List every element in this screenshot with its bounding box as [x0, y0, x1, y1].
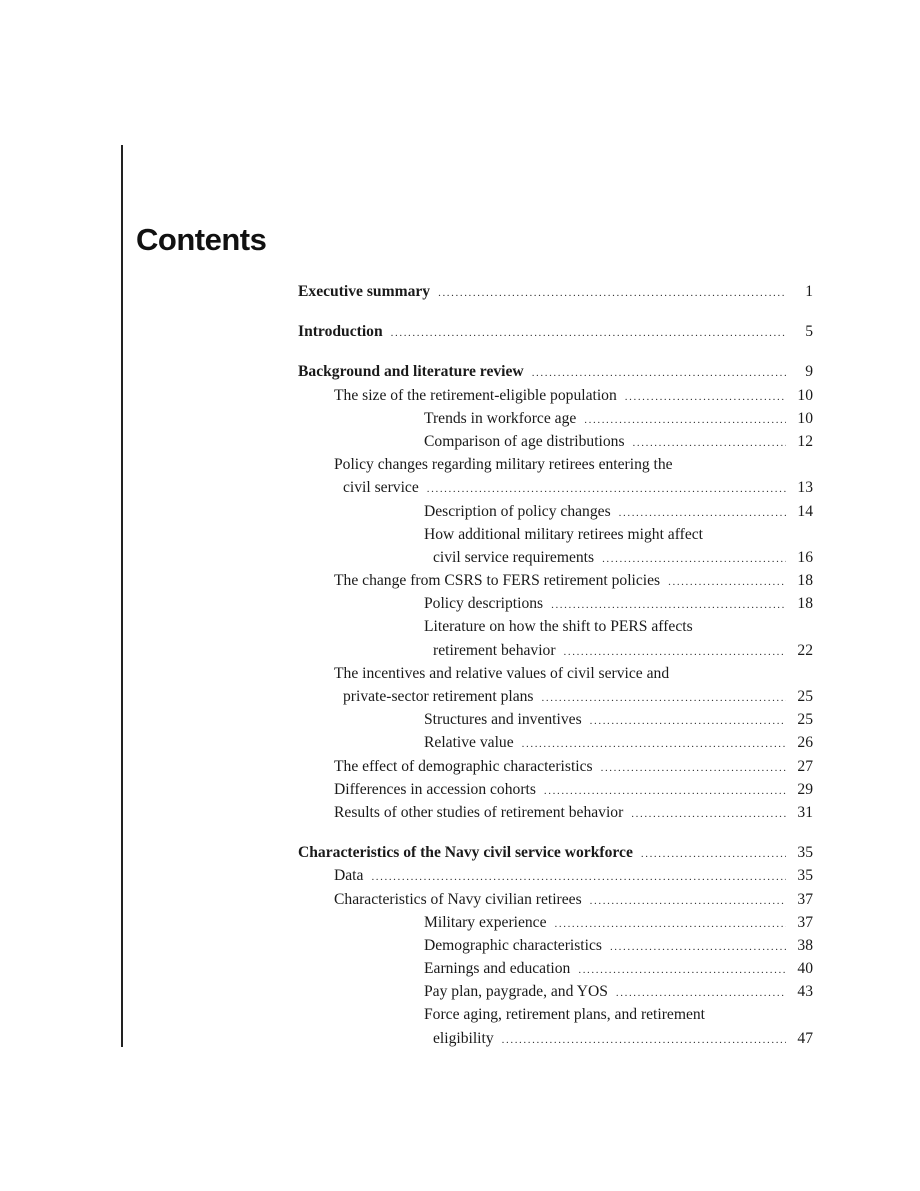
- toc-page-number: 16: [797, 548, 813, 566]
- toc-entry-label: Policy descriptions: [424, 595, 544, 613]
- toc-entry[interactable]: [298, 430, 813, 453]
- dot-leader: [601, 757, 786, 780]
- toc-entry[interactable]: [298, 360, 813, 383]
- toc-page-number: 13: [797, 479, 813, 497]
- toc-entry[interactable]: [298, 778, 813, 801]
- dot-leader: [610, 936, 786, 959]
- toc-page-number: 27: [797, 757, 813, 775]
- dot-leader: [631, 803, 786, 826]
- toc-entry-label: Literature on how the shift to PERS affects: [424, 618, 693, 636]
- toc-page-number: 14: [797, 502, 813, 520]
- toc-page-number: 43: [797, 983, 813, 1001]
- toc-entry[interactable]: [298, 407, 813, 430]
- toc-entry[interactable]: [298, 841, 813, 864]
- page-title: Contents: [136, 222, 267, 257]
- toc-entry-label: Demographic characteristics: [424, 936, 602, 954]
- toc-page-number: 9: [805, 363, 813, 381]
- toc-entry[interactable]: [298, 934, 813, 957]
- toc-page-number: 35: [797, 867, 813, 885]
- toc-entry[interactable]: [298, 755, 813, 778]
- toc-entry-label: eligibility: [433, 1029, 494, 1047]
- dot-leader: [668, 571, 786, 594]
- toc-entry-label: Trends in workforce age: [424, 409, 577, 427]
- toc-entry-label: Background and literature review: [298, 363, 524, 381]
- toc-entry[interactable]: [298, 864, 813, 887]
- toc-entry[interactable]: [298, 685, 813, 708]
- dot-leader: [522, 733, 786, 756]
- dot-leader: [532, 362, 786, 385]
- dot-leader: [564, 641, 786, 664]
- toc-entry[interactable]: [298, 384, 813, 407]
- toc-entry-label: The incentives and relative values of civil service and: [334, 664, 670, 682]
- toc-entry-label: Military experience: [424, 913, 547, 931]
- toc-entry-label: civil service: [343, 479, 419, 497]
- toc-page-number: 12: [797, 432, 813, 450]
- dot-leader: [438, 282, 786, 305]
- toc-entry-label: Description of policy changes: [424, 502, 611, 520]
- dot-leader: [641, 843, 786, 866]
- margin-rule: [121, 145, 123, 1047]
- toc-page-number: 40: [797, 960, 813, 978]
- dot-leader: [602, 548, 786, 571]
- toc-entry[interactable]: [298, 639, 813, 662]
- toc-entry-label: Data: [334, 867, 364, 885]
- toc-page-number: 26: [797, 734, 813, 752]
- toc-entry-label: Executive summary: [298, 283, 431, 300]
- toc-page-number: 10: [797, 409, 813, 427]
- toc-entry[interactable]: [298, 523, 813, 546]
- dot-leader: [427, 478, 786, 501]
- toc-entry-label: Characteristics of Navy civilian retirees: [334, 890, 582, 908]
- toc-entry-label: Pay plan, paygrade, and YOS: [424, 983, 608, 1001]
- toc-page-number: 38: [797, 936, 813, 954]
- toc-entry-label: Policy changes regarding military retirees entering the: [334, 456, 673, 474]
- dot-leader: [616, 982, 786, 1005]
- toc-entry[interactable]: [298, 546, 813, 569]
- toc-entry-label: retirement behavior: [433, 641, 556, 659]
- toc-entry[interactable]: [298, 1027, 813, 1050]
- dot-leader: [544, 780, 786, 803]
- dot-leader: [578, 959, 786, 982]
- toc-entry[interactable]: [298, 980, 813, 1003]
- table-of-contents: [298, 280, 813, 1050]
- toc-page-number: 22: [797, 641, 813, 659]
- toc-entry-label: Relative value: [424, 734, 514, 752]
- dot-leader: [555, 913, 786, 936]
- toc-entry-label: Results of other studies of retirement behavior: [334, 803, 624, 821]
- toc-page-number: 18: [797, 572, 813, 590]
- dot-leader: [590, 710, 786, 733]
- toc-entry[interactable]: [298, 453, 813, 476]
- dot-leader: [391, 322, 786, 345]
- toc-entry-label: Earnings and education: [424, 960, 571, 978]
- toc-entry[interactable]: [298, 280, 813, 303]
- dot-leader: [551, 594, 786, 617]
- toc-page-number: 10: [797, 386, 813, 404]
- toc-entry[interactable]: [298, 731, 813, 754]
- toc-page-number: 25: [797, 688, 813, 705]
- toc-page-number: 37: [797, 913, 813, 931]
- toc-page-number: 31: [797, 803, 813, 821]
- toc-entry[interactable]: [298, 801, 813, 824]
- toc-page-number: 5: [805, 323, 813, 341]
- toc-entry[interactable]: [298, 320, 813, 343]
- toc-entry[interactable]: [298, 911, 813, 934]
- toc-entry-label: private-sector retirement plans: [343, 688, 534, 705]
- toc-page-number: 1: [805, 283, 813, 300]
- toc-entry-label: Structures and inventives: [424, 711, 582, 729]
- toc-entry-label: The effect of demographic characteristics: [334, 757, 593, 775]
- toc-entry[interactable]: [298, 708, 813, 731]
- toc-page-number: 29: [797, 780, 813, 798]
- toc-entry-label: Comparison of age distributions: [424, 432, 625, 450]
- toc-page-number: 37: [797, 890, 813, 908]
- toc-entry[interactable]: [298, 592, 813, 615]
- toc-page-number: 25: [797, 711, 813, 729]
- toc-entry-label: How additional military retirees might affect: [424, 525, 704, 543]
- dot-leader: [619, 502, 786, 525]
- dot-leader: [584, 409, 786, 432]
- toc-entry[interactable]: [298, 888, 813, 911]
- toc-entry-label: Differences in accession cohorts: [334, 780, 536, 798]
- toc-entry[interactable]: [298, 476, 813, 499]
- toc-entry[interactable]: [298, 500, 813, 523]
- toc-entry-label: Characteristics of the Navy civil service workforce: [298, 844, 633, 862]
- toc-entry-label: The size of the retirement-eligible population: [334, 386, 617, 404]
- toc-entry[interactable]: [298, 957, 813, 980]
- toc-page-number: 47: [797, 1029, 813, 1047]
- dot-leader: [590, 890, 786, 913]
- dot-leader: [502, 1029, 786, 1052]
- toc-page-number: 35: [797, 844, 813, 862]
- toc-entry[interactable]: [298, 662, 813, 685]
- dot-leader: [542, 687, 786, 710]
- dot-leader: [633, 432, 786, 455]
- toc-page-number: 18: [797, 595, 813, 613]
- toc-entry[interactable]: [298, 1003, 813, 1026]
- toc-entry-label: Introduction: [298, 323, 383, 341]
- toc-entry[interactable]: [298, 615, 813, 638]
- toc-entry-label: The change from CSRS to FERS retirement policies: [334, 572, 661, 590]
- dot-leader: [371, 866, 786, 889]
- toc-entry-label: civil service requirements: [433, 548, 595, 566]
- dot-leader: [625, 386, 786, 409]
- toc-entry[interactable]: [298, 569, 813, 592]
- toc-entry-label: Force aging, retirement plans, and retirement: [424, 1006, 706, 1024]
